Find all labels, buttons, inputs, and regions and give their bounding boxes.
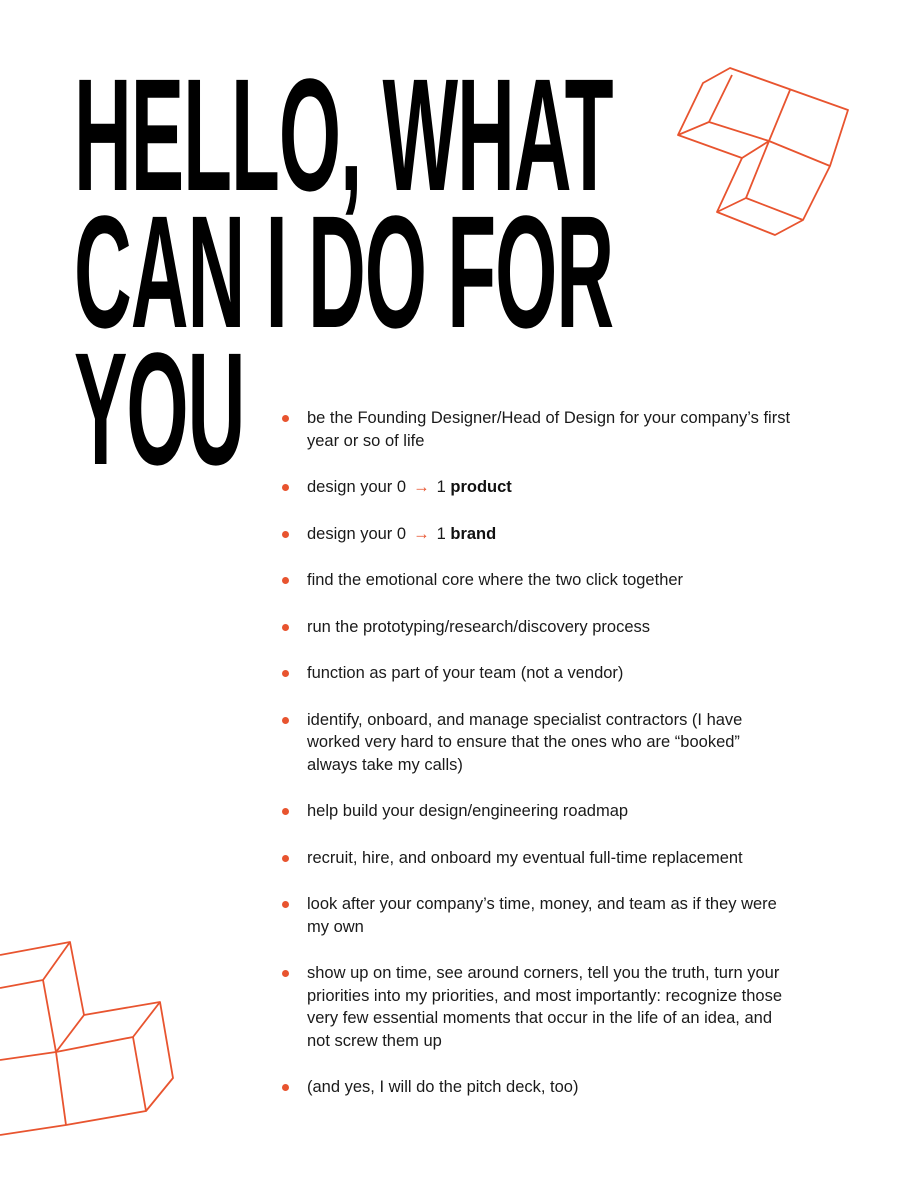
list-item-text: recruit, hire, and onboard my eventual full-time replacement (307, 848, 743, 867)
list-item-text: be the Founding Designer/Head of Design for your company’s first year or so of life (307, 409, 791, 450)
list-item-bold: product (450, 478, 512, 496)
bullet-dot-icon (282, 970, 289, 977)
list-item-text: (and yes, I will do the pitch deck, too) (307, 1078, 579, 1096)
headline-line-2: CAN I DO FOR (74, 182, 614, 361)
list-item-text: look after your company’s time, money, and team as if they were my own (307, 895, 777, 936)
list-item-text: function as part of your team (not a vendor) (307, 664, 624, 682)
list-item-text: show up on time, see around corners, tell you the truth, turn your priorities into my priorities, and most importantly: recognize those very few essential moments that occur in the life of an idea, and not screw them up (307, 964, 783, 1050)
list-item-text: run the prototyping/research/discovery process (307, 617, 651, 636)
bullet-dot-icon (282, 1084, 289, 1091)
list-item (282, 476, 792, 499)
list-item (282, 800, 792, 823)
cubes-decoration-top-right (668, 58, 858, 243)
services-list (282, 407, 792, 1123)
list-item (282, 407, 792, 452)
list-item (282, 569, 792, 592)
bullet-dot-icon (282, 901, 289, 908)
bullet-dot-icon (282, 717, 289, 724)
list-item-suffix: 1 (436, 524, 446, 543)
bullet-dot-icon (282, 670, 289, 677)
list-item-text: identify, onboard, and manage specialist contractors (I have worked very hard to ensure that the ones who are “booked” always take my calls) (307, 710, 743, 774)
list-item (282, 893, 792, 938)
list-item (282, 962, 792, 1052)
right-arrow-icon: → (413, 524, 430, 543)
bullet-dot-icon (282, 415, 289, 422)
bullet-dot-icon (282, 484, 289, 491)
list-item-prefix: design your 0 (307, 524, 407, 543)
list-item-text: find the emotional core where the two click together (307, 571, 684, 589)
right-arrow-icon: → (413, 478, 430, 496)
list-item (282, 847, 792, 870)
list-item (282, 616, 792, 639)
headline-line-3: YOU (74, 319, 245, 498)
cubes-decoration-bottom-left (0, 935, 185, 1140)
list-item-suffix: 1 (436, 478, 446, 496)
list-item-prefix: design your 0 (307, 478, 407, 496)
bullet-dot-icon (282, 624, 289, 631)
list-item-bold: brand (450, 524, 497, 543)
list-item (282, 662, 792, 685)
bullet-dot-icon (282, 577, 289, 584)
headline-line-1: HELLO, WHAT (74, 45, 613, 224)
bullet-dot-icon (282, 531, 289, 538)
bullet-dot-icon (282, 808, 289, 815)
list-item (282, 523, 792, 546)
list-item (282, 1076, 792, 1099)
bullet-dot-icon (282, 855, 289, 862)
list-item (282, 709, 792, 777)
list-item-text: help build your design/engineering roadmap (307, 802, 629, 820)
